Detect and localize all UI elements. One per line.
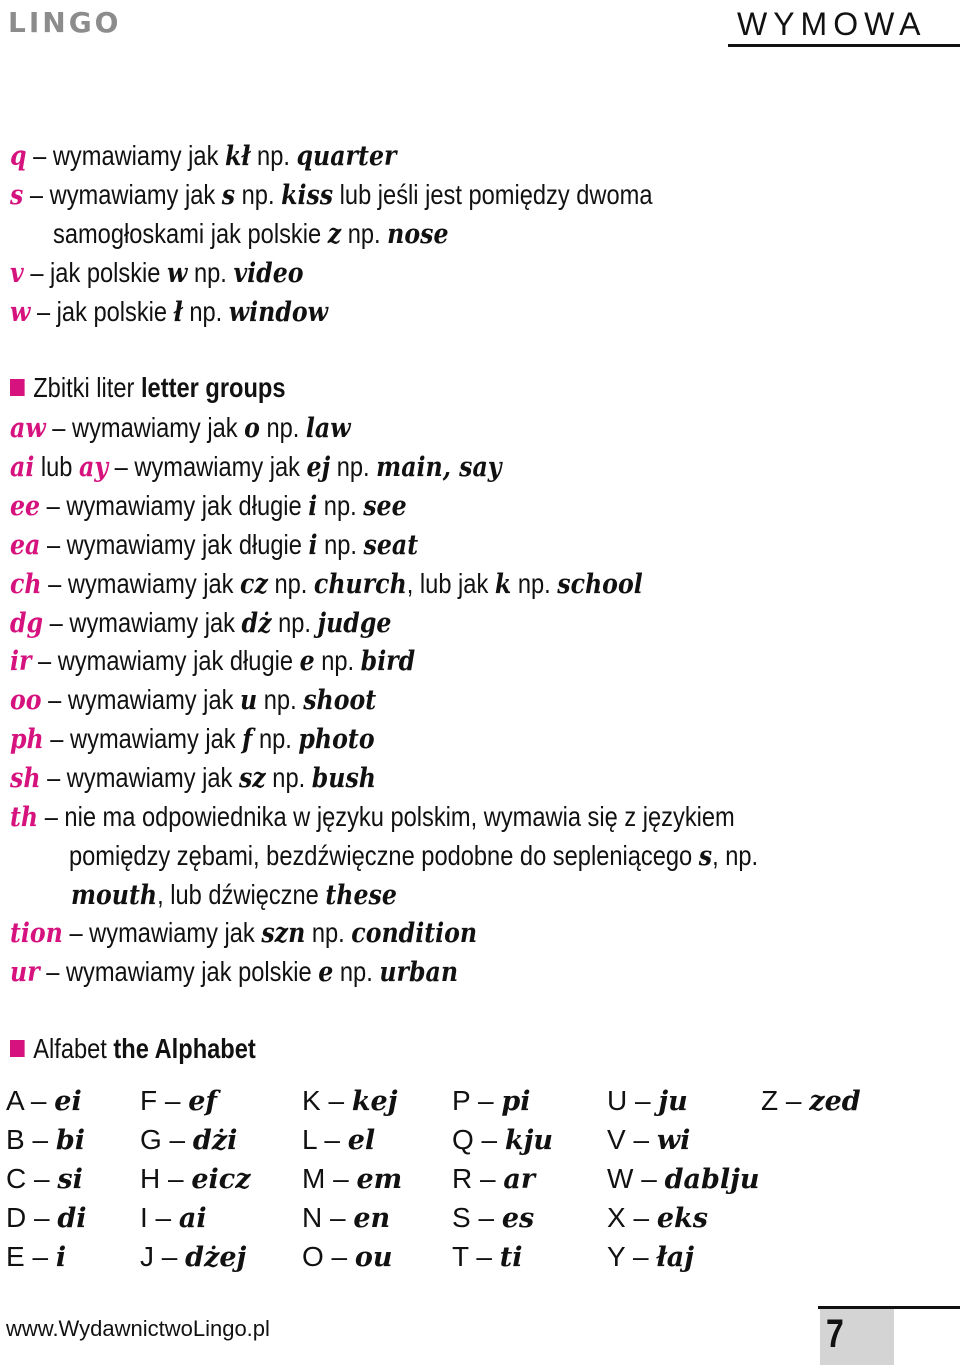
pron-line-ee [10,487,407,525]
pron-line-sh [10,759,376,797]
dash: – [320,1085,352,1116]
alphabet-letter: C [6,1163,27,1194]
dash: – [470,1202,502,1233]
dash: – [627,1085,659,1116]
desc: np. [511,568,558,599]
dash: – [161,1124,193,1155]
alphabet-letter: B [6,1124,25,1155]
alphabet-entry [452,1199,534,1238]
alphabet-entry [6,1238,66,1277]
dash: – [472,1163,504,1194]
desc: np. [265,762,312,793]
website-url: www.WydawnictwoLingo.pl [6,1316,270,1341]
desc: np. [250,140,297,171]
example-word: photo [298,723,375,755]
pron-line-v [10,254,304,292]
desc: np. [267,568,314,599]
desc: np. [305,917,352,948]
dash: – [778,1085,810,1116]
alphabet-entry [302,1121,375,1160]
dash: – [468,1241,500,1272]
alphabet-entry [452,1082,530,1121]
section-title: WYMOWA [737,6,927,42]
pron-line-s [10,176,653,214]
alphabet-letter: Q [452,1124,474,1155]
example-word: these [325,879,397,911]
example-word: bush [311,762,376,794]
desc: – nie ma odpowiednika w języku polskim, wymawia się z językiem [38,801,735,832]
desc: , lub dźwięczne [157,879,326,910]
alphabet-entry [607,1160,760,1199]
desc: – wymawiamy jak [43,607,242,638]
dash: – [470,1085,502,1116]
square-bullet-icon [10,379,25,396]
example-word: church [313,568,407,600]
desc: np. [317,490,364,521]
alphabet-entry [6,1082,82,1121]
letter-group: sh [10,762,41,794]
alphabet-letter: G [140,1124,162,1155]
desc: – wymawiamy jak [41,568,241,599]
desc: np. [314,645,361,676]
alphabet-letter: V [607,1124,626,1155]
letter-group: ee [10,490,41,522]
polish-sound: sz [238,762,266,794]
alphabet-entry [6,1121,85,1160]
letter-group: ea [10,529,41,561]
polish-sound: e [318,956,334,988]
alphabet-entry [140,1160,251,1199]
alphabet-sound: eks [656,1203,708,1234]
alphabet-sound: en [353,1203,391,1234]
alphabet-entry [761,1082,861,1121]
dash: – [316,1124,348,1155]
dash: – [322,1202,354,1233]
desc: – wymawiamy jak długie [31,645,300,676]
desc: , np. [712,840,759,871]
alphabet-sound: es [501,1203,535,1234]
alphabet-sound: wi [656,1125,691,1156]
alphabet-sound: el [347,1125,376,1156]
dash: – [147,1202,179,1233]
alphabet-sound: i [55,1242,67,1273]
alphabet-sound: dżej [185,1242,247,1273]
alphabet-entry [607,1199,708,1238]
alphabet-entry [607,1121,690,1160]
alphabet-letter: H [140,1163,161,1194]
example-word: shoot [303,684,377,716]
alphabet-sound: ei [54,1086,82,1117]
polish-sound: s [221,179,236,211]
alphabet-sound: pi [501,1086,531,1117]
alphabet-sound: si [57,1164,83,1195]
alphabet-letter: R [452,1163,473,1194]
alphabet-entry [302,1160,402,1199]
brand-logo: LINGO [8,6,122,39]
alphabet-entry [302,1238,393,1277]
letter-group: ir [10,645,32,677]
pron-line-oo [10,681,376,719]
letter-group: th [10,801,39,833]
alphabet-letter: P [452,1085,471,1116]
letter-group: aw [10,412,46,444]
desc: np. [333,956,380,987]
heading-en: letter groups [140,372,286,403]
alphabet-entry [302,1199,390,1238]
alphabet-sound: eicz [191,1164,251,1195]
example-word: window [228,296,329,328]
desc: – wymawiamy jak [45,412,245,443]
example-word: judge [317,607,392,639]
dash: – [154,1241,186,1272]
desc: – wymawiamy jak [108,451,307,482]
desc: np. [182,296,229,327]
desc: lub [34,451,80,482]
letter-groups-heading [10,369,286,407]
letter: s [10,179,24,211]
alphabet-entry [452,1121,553,1160]
dash: – [23,1085,55,1116]
desc: np. [259,412,306,443]
alphabet-letter: Y [607,1241,626,1272]
alphabet-letter: I [140,1202,148,1233]
polish-sound: z [327,218,342,250]
desc: np. [235,179,282,210]
pron-line-th [10,798,735,836]
desc: np. [257,684,304,715]
polish-sound: u [239,684,258,716]
alphabet-entry [302,1082,397,1121]
letter-group: ai [10,451,35,483]
example-word: condition [351,917,478,949]
example-word: urban [379,956,459,988]
dash: – [323,1241,355,1272]
alphabet-letter: X [607,1202,626,1233]
alphabet-sound: ti [499,1242,523,1273]
pron-line-w [10,293,328,331]
alphabet-letter: D [6,1202,27,1233]
pron-line-aw [10,409,351,447]
alphabet-letter: W [607,1163,634,1194]
alphabet-letter: F [140,1085,158,1116]
alphabet-entry [6,1199,87,1238]
pron-line-ch [10,565,643,603]
desc: np. [330,451,377,482]
dash: – [157,1085,189,1116]
alphabet-sound: ai [178,1203,207,1234]
pron-line-ph [10,720,375,758]
letter: w [10,296,31,328]
alphabet-entry [140,1121,237,1160]
alphabet-sound: ju [658,1086,688,1117]
header-rule [728,44,960,47]
alphabet-entry [140,1082,217,1121]
alphabet-sound: ou [354,1242,393,1273]
desc: – wymawiamy jak długie [40,490,309,521]
desc: – jak polskie [30,296,174,327]
alphabet-entry [607,1082,688,1121]
alphabet-entry [140,1238,246,1277]
alphabet-letter: Z [761,1085,779,1116]
alphabet-heading [10,1030,256,1068]
desc: – wymawiamy jak [26,140,225,171]
desc: – wymawiamy jak [41,684,240,715]
desc: np. [341,218,388,249]
alphabet-sound: em [356,1164,403,1195]
alphabet-entry [6,1160,83,1199]
polish-sound: kł [224,140,251,172]
alphabet-letter: U [607,1085,628,1116]
dash: – [633,1163,665,1194]
polish-sound: w [167,257,188,289]
heading-en: the Alphabet [113,1033,256,1064]
desc: np. [187,257,234,288]
example-word: see [363,490,407,522]
alphabet-sound: łaj [656,1242,694,1273]
alphabet-letter: N [302,1202,323,1233]
desc: – jak polskie [23,257,168,288]
example-word: school [557,568,643,600]
dash: – [26,1202,58,1233]
polish-sound: cz [240,568,268,600]
alphabet-sound: dablju [664,1164,760,1195]
letter: v [10,257,24,289]
example-word: main, say [376,451,502,483]
alphabet-entry [140,1199,207,1238]
polish-sound: dż [241,607,272,639]
example-word: seat [363,529,419,561]
alphabet-sound: di [57,1203,87,1234]
alphabet-sound: dżi [192,1125,238,1156]
example-word: mouth [71,879,158,911]
dash: – [26,1163,58,1194]
example-word: bird [360,645,416,677]
page-number: 7 [826,1312,844,1356]
polish-sound: ł [173,296,183,328]
alphabet-sound: bi [55,1125,85,1156]
desc: np. [252,723,299,754]
square-bullet-icon [10,1040,25,1057]
letter-group: ur [10,956,40,988]
alphabet-letter: L [302,1124,317,1155]
pron-line-ur [10,953,458,991]
polish-sound: e [299,645,315,677]
dash: – [325,1163,357,1194]
example-word: law [305,412,351,444]
pron-line-tion [10,914,477,952]
desc: np. [317,529,364,560]
desc: samogłoskami jak polskie [53,218,328,249]
alphabet-entry [607,1238,694,1277]
desc: , lub jak [406,568,495,599]
desc: lub jeśli jest pomiędzy dwoma [333,179,653,210]
heading-pl: Alfabet [33,1033,114,1064]
polish-sound: o [244,412,260,444]
example-word: nose [387,218,449,250]
dash: – [473,1124,505,1155]
desc: np. [271,607,318,638]
desc: – wymawiamy jak polskie [39,956,319,987]
alphabet-sound: ef [188,1086,218,1117]
alphabet-letter: T [452,1241,469,1272]
polish-sound: i [308,529,318,561]
dash: – [625,1241,657,1272]
dash: – [625,1124,657,1155]
alphabet-entry [452,1160,535,1199]
desc: – wymawiamy jak [43,723,243,754]
polish-sound: s [698,840,713,872]
pron-line-ir [10,642,415,680]
dash: – [24,1241,56,1272]
alphabet-letter: O [302,1241,324,1272]
example-word: kiss [281,179,334,211]
dash: – [625,1202,657,1233]
alphabet-sound: kju [504,1125,554,1156]
desc: – wymawiamy jak [23,179,222,210]
pron-line-ai-ay [10,448,502,486]
alphabet-entry [452,1238,522,1277]
heading-pl: Zbitki liter [33,372,141,403]
desc: – wymawiamy jak długie [40,529,309,560]
example-word: quarter [296,140,397,172]
polish-sound: k [494,568,512,600]
polish-sound: f [242,723,253,755]
alphabet-letter: K [302,1085,321,1116]
letter-group: oo [10,684,42,716]
pron-line-th-cont1 [69,837,758,875]
letter-group: tion [10,917,63,949]
pron-line-s-cont [53,215,449,253]
alphabet-letter: M [302,1163,326,1194]
desc: – wymawiamy jak [62,917,262,948]
letter-group: dg [10,607,44,639]
alphabet-sound: zed [809,1086,861,1117]
alphabet-letter: J [140,1241,154,1272]
letter-group: ph [10,723,44,755]
letter-group: ch [10,568,42,600]
letter-group: ay [79,451,109,483]
desc: pomiędzy zębami, bezdźwięczne podobne do sepleniącego [69,840,699,871]
dash: – [160,1163,192,1194]
alphabet-sound: ar [503,1164,536,1195]
alphabet-sound: kej [351,1086,398,1117]
alphabet-letter: A [6,1085,24,1116]
letter: q [10,140,27,172]
alphabet-letter: S [452,1202,471,1233]
polish-sound: ej [306,451,331,483]
desc: – wymawiamy jak [40,762,239,793]
polish-sound: szn [261,917,306,949]
pron-line-ea [10,526,418,564]
pron-line-dg [10,604,391,642]
pron-line-th-cont2 [71,876,397,914]
pron-line-q [10,137,396,175]
example-word: video [233,257,304,289]
dash: – [24,1124,56,1155]
polish-sound: i [308,490,318,522]
alphabet-letter: E [6,1241,25,1272]
